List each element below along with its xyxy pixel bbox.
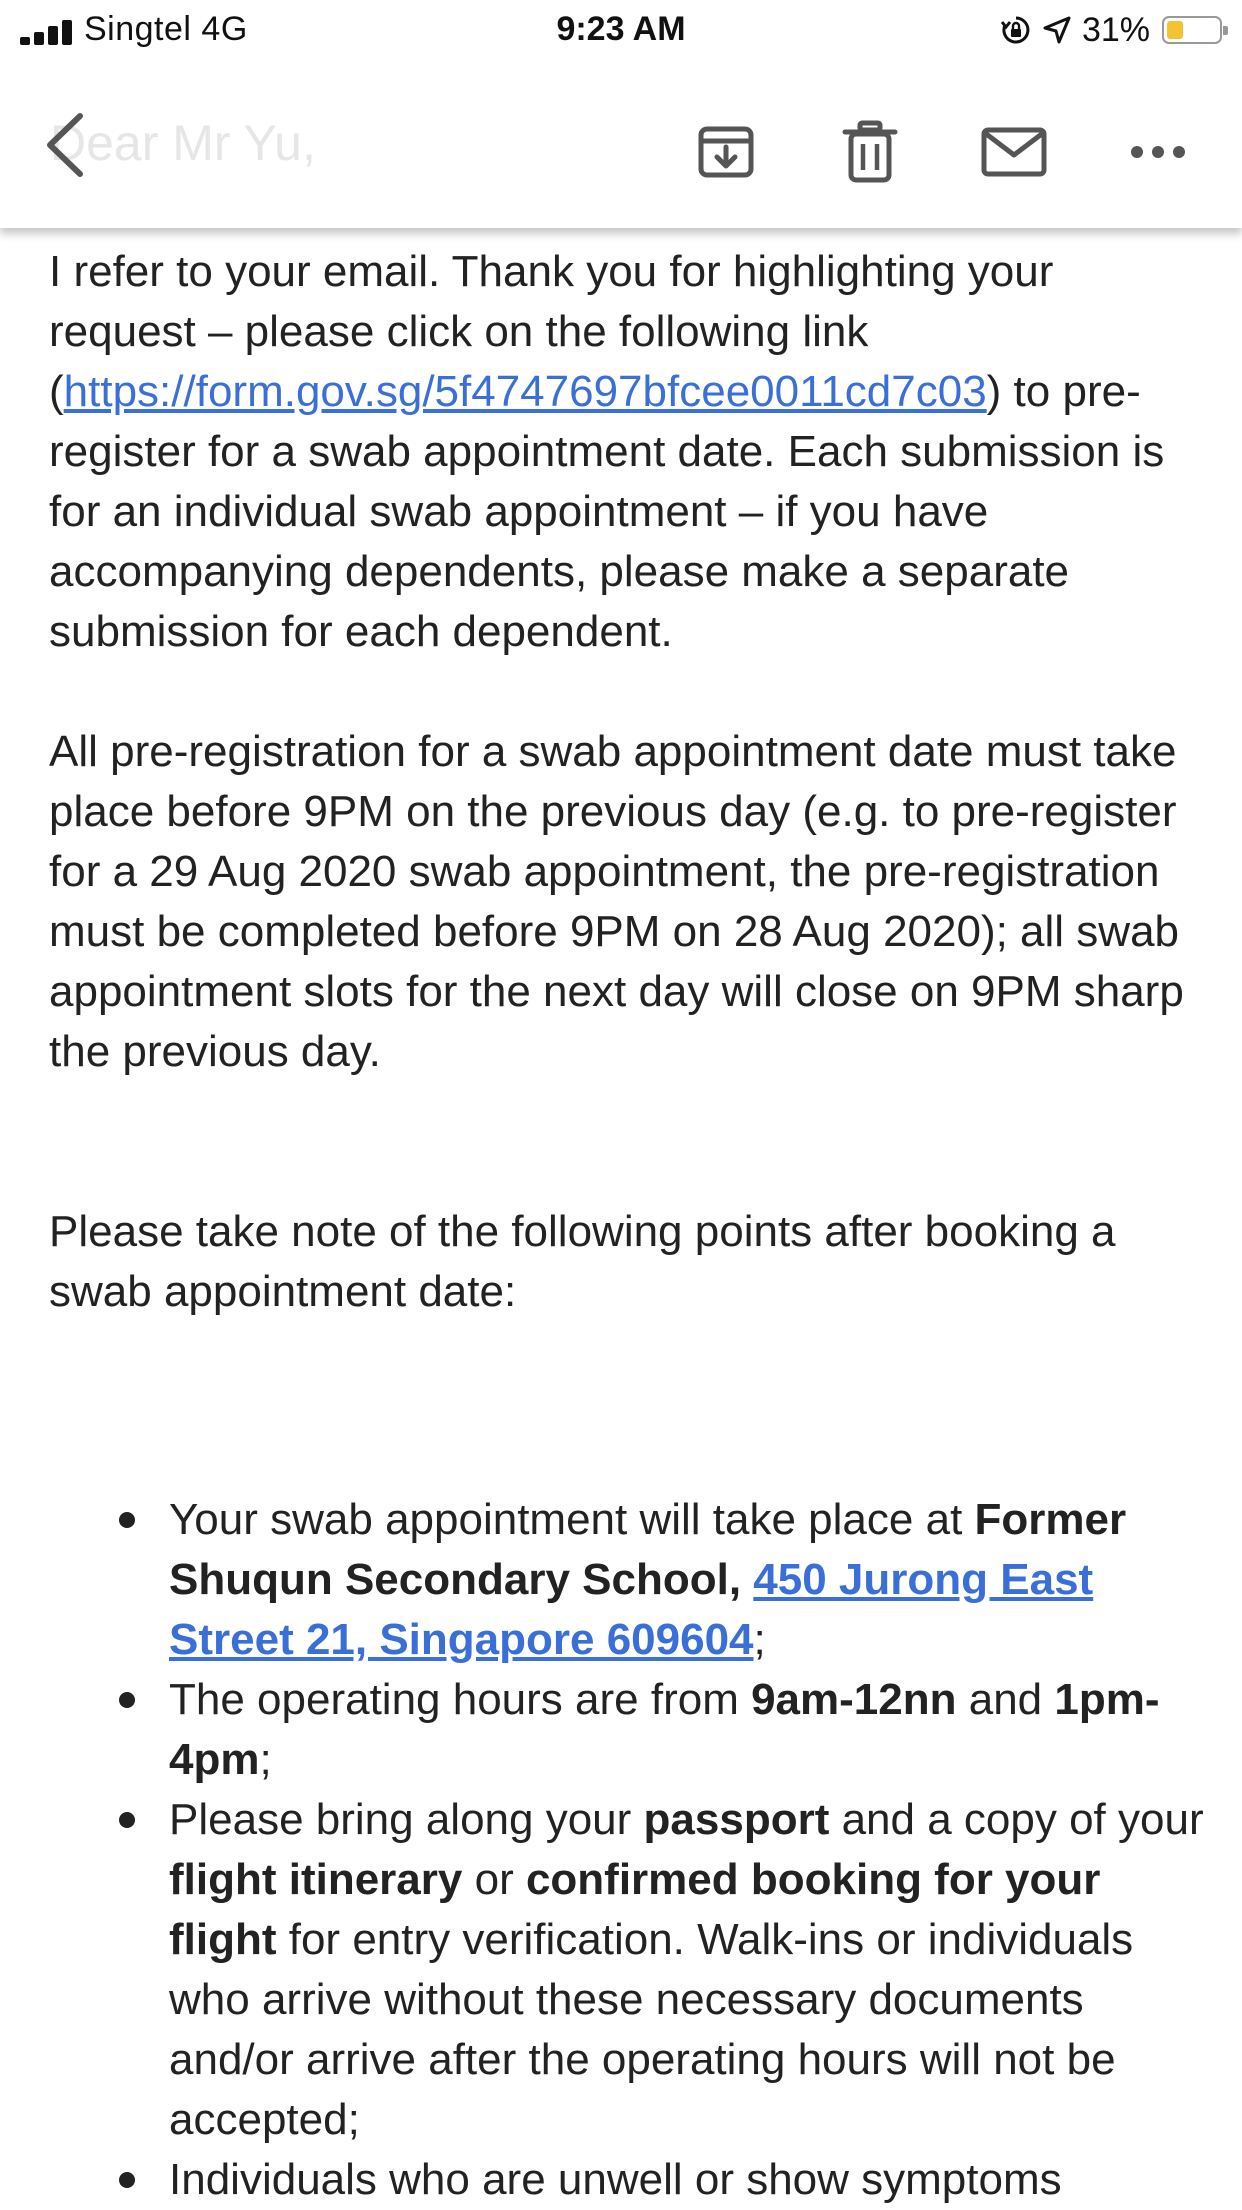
status-time: 9:23 AM xyxy=(556,10,686,48)
list-item xyxy=(49,1790,1219,2150)
email-paragraph-3: Please take note of the following points after booking a swab appointment date: xyxy=(49,1207,1116,1316)
item-text: and a copy of your xyxy=(829,1795,1204,1844)
trash-icon xyxy=(842,120,898,184)
item-bold-text: Former Shuqun Secondary School, xyxy=(169,1495,1127,1604)
item-text: Please bring along your xyxy=(169,1795,644,1844)
battery-icon xyxy=(1162,16,1222,44)
notes-list xyxy=(49,1490,1219,2210)
mark-unread-button[interactable] xyxy=(974,112,1054,192)
location-arrow-icon xyxy=(1042,15,1072,45)
email-paragraph-2: All pre-registration for a swab appointment date must take place before 9PM on the previous day (e.g. to pre-register for a 29 Aug 2020 swab appointment, the pre-registration must be completed before 9PM on 28 Aug 2020); all swab appointment slots for the next day will close on 9PM sharp the previous day. xyxy=(49,727,1184,1076)
list-item xyxy=(49,2150,1219,2210)
registration-form-link[interactable]: https://form.gov.sg/5f4747697bfcee0011cd7c03 xyxy=(63,367,987,416)
more-icon xyxy=(1130,145,1186,159)
list-item xyxy=(49,1490,1219,1670)
faded-subject: Dear Mr Yu, xyxy=(50,115,316,171)
battery-percent: 31% xyxy=(1081,10,1150,49)
battery-level xyxy=(1167,21,1183,39)
item-bold-text: confirmed booking for your flight xyxy=(169,1855,1101,1964)
item-bold-text: passport xyxy=(643,1795,830,1844)
item-bold-text: flight itinerary xyxy=(169,1855,463,1904)
item-bold-text: 1pm-4pm xyxy=(169,1675,1160,1784)
item-text: The operating hours are from xyxy=(169,1675,752,1724)
item-text: ; xyxy=(753,1615,766,1664)
email-paragraph-1 xyxy=(49,242,1209,662)
delete-button[interactable] xyxy=(830,112,910,192)
back-button[interactable] xyxy=(40,110,100,190)
mail-toolbar xyxy=(0,62,1242,228)
more-button[interactable] xyxy=(1118,112,1198,192)
rotation-lock-icon xyxy=(1000,14,1032,46)
paragraph-text: I refer to your email. Thank you for highlighting your request – please click on the following link ( xyxy=(49,247,1054,416)
mail-icon xyxy=(981,126,1047,178)
archive-button[interactable] xyxy=(686,112,766,192)
item-text: and xyxy=(956,1675,1055,1724)
back-chevron-icon xyxy=(40,110,90,180)
item-text: Your swab appointment will take place at xyxy=(169,1495,975,1544)
item-text: ; xyxy=(259,1735,272,1784)
item-text: Individuals who are unwell or show symptoms xyxy=(169,2155,1062,2204)
status-bar xyxy=(0,0,1242,62)
item-text: or xyxy=(462,1855,526,1904)
item-bold-text: 9am-12nn xyxy=(751,1675,957,1724)
item-text: for entry verification. Walk-ins or individuals who arrive without these necessary documents and/or arrive after the operating hours will not be accepted; xyxy=(169,1915,1134,2144)
carrier-label: Singtel 4G xyxy=(84,10,248,48)
archive-icon xyxy=(696,122,756,182)
address-link[interactable]: 450 Jurong East Street 21, Singapore 609604 xyxy=(169,1555,1094,1664)
list-item xyxy=(49,1670,1219,1790)
status-right-group xyxy=(1000,10,1222,50)
paragraph-text: ) to pre-register for a swab appointment date. Each submission is for an individual swab appointment – if you have accompanying dependents, please make a separate submission for each dependent. xyxy=(49,367,1165,656)
